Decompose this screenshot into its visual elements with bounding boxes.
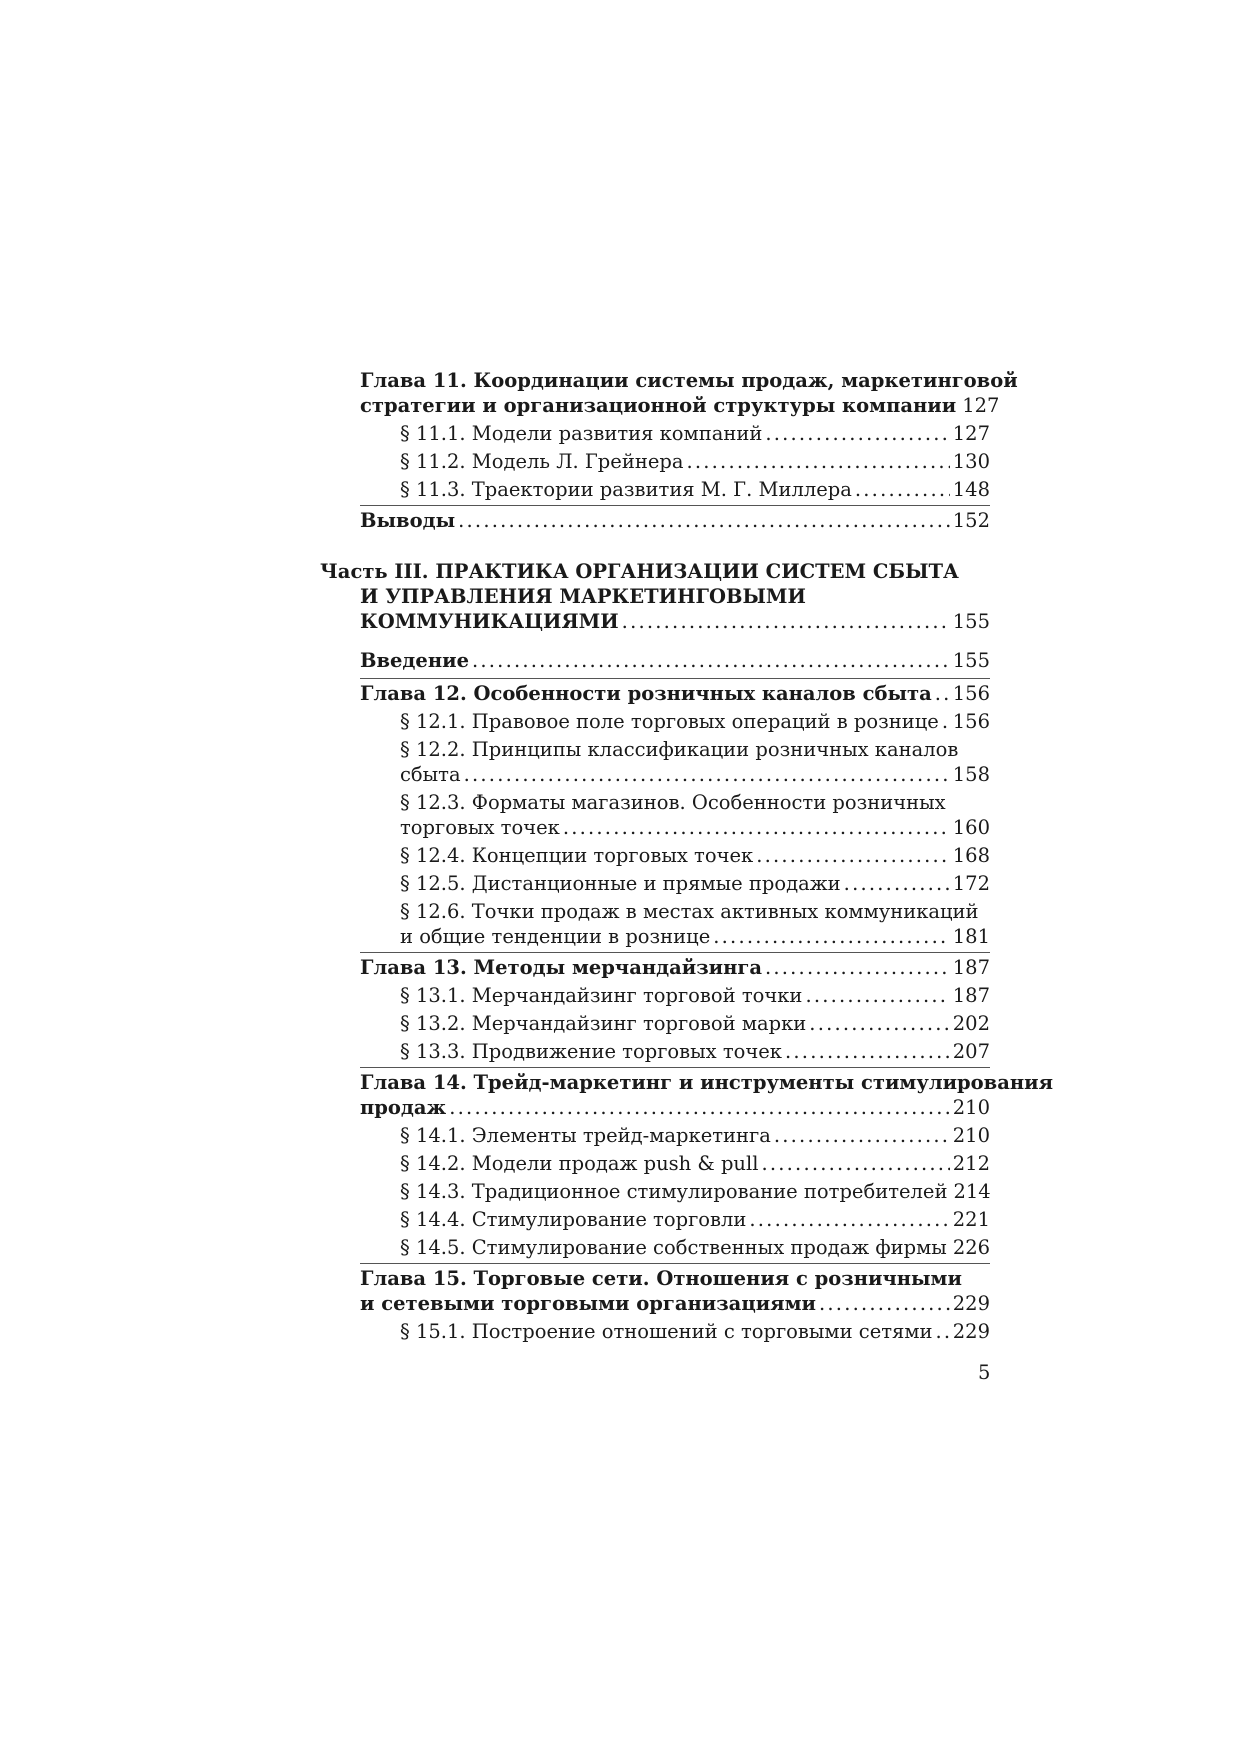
dot-leader — [449, 1095, 950, 1120]
toc-section-14-4[interactable] — [400, 1207, 990, 1232]
dot-leader — [942, 709, 950, 734]
toc-entry-title: § 14.1. Элементы трейд-маркетинга — [400, 1124, 771, 1147]
dot-leader — [855, 477, 950, 502]
toc-section-11-2[interactable] — [400, 449, 990, 474]
dot-leader — [809, 1011, 949, 1036]
toc-page-number: 202 — [952, 1012, 990, 1035]
toc-section-12-2[interactable] — [400, 737, 990, 787]
toc-section-13-2[interactable] — [400, 1011, 990, 1036]
toc-entry-title: Глава 14. Трейд-маркетинг и инструменты стимулирования — [360, 1071, 1054, 1094]
toc-entry-title: § 12.4. Концепции торговых точек — [400, 844, 754, 867]
toc-entry-title: КОММУНИКАЦИЯМИ — [360, 610, 619, 633]
toc-entry-title: § 12.5. Дистанционные и прямые продажи — [400, 872, 841, 895]
toc-page-number: 156 — [952, 710, 990, 733]
toc-entry-title: § 13.3. Продвижение торговых точек — [400, 1040, 782, 1063]
toc-entry-title: Глава 12. Особенности розничных каналов сбыта — [360, 682, 932, 705]
toc-chapter-13[interactable] — [360, 952, 990, 980]
toc-entry-title: § 14.3. Традиционное стимулирование потребителей — [400, 1180, 948, 1203]
toc-entry-title: стратегии и организационной структуры компании — [360, 394, 957, 417]
toc-entry-title: § 11.1. Модели развития компаний — [400, 422, 763, 445]
toc-page-number: 187 — [952, 984, 990, 1007]
toc-page-number: 214 — [953, 1180, 991, 1203]
toc-section-13-3[interactable] — [400, 1039, 990, 1064]
dot-leader — [756, 843, 950, 868]
dot-leader — [765, 421, 949, 446]
toc-entry-title: Глава 13. Методы мерчандайзинга — [360, 956, 762, 979]
toc-entry-title: и общие тенденции в рознице — [400, 925, 711, 948]
toc-part-3[interactable] — [320, 559, 990, 634]
dot-leader — [563, 815, 950, 840]
toc-page-number: 155 — [952, 610, 990, 633]
dot-leader — [686, 449, 949, 474]
toc-entry-title: Введение — [360, 649, 469, 672]
toc-page-number: 168 — [952, 844, 990, 867]
toc-chapter-12[interactable] — [360, 678, 990, 706]
toc-section-11-3[interactable] — [400, 477, 990, 502]
table-of-contents — [320, 368, 1054, 1344]
toc-entry-title: Выводы — [360, 509, 456, 532]
dot-leader — [464, 762, 950, 787]
toc-page-number: 148 — [952, 478, 990, 501]
toc-page-number: 172 — [952, 872, 990, 895]
toc-page-number: 158 — [952, 763, 990, 786]
toc-section-12-4[interactable] — [400, 843, 990, 868]
dot-leader — [458, 508, 950, 533]
toc-section-14-5[interactable] — [400, 1235, 990, 1260]
toc-entry-title: И УПРАВЛЕНИЯ МАРКЕТИНГОВЫМИ — [360, 585, 806, 608]
toc-page-number: 181 — [952, 925, 990, 948]
toc-entry-title: § 14.4. Стимулирование торговли — [400, 1208, 747, 1231]
toc-section-12-3[interactable] — [400, 790, 990, 840]
toc-entry-title: Часть III. ПРАКТИКА ОРГАНИЗАЦИИ СИСТЕМ СБЫТА — [320, 560, 959, 583]
dot-leader — [713, 924, 950, 949]
toc-page-number: 229 — [952, 1292, 990, 1315]
toc-section-12-5[interactable] — [400, 871, 990, 896]
toc-page-number: 152 — [952, 509, 990, 532]
toc-page-number: 221 — [952, 1208, 990, 1231]
toc-page-number: 210 — [952, 1096, 990, 1119]
toc-entry-title: продаж — [360, 1096, 447, 1119]
page-number: 5 — [978, 1361, 991, 1384]
toc-page-number: 212 — [952, 1152, 990, 1175]
dot-leader — [761, 1151, 949, 1176]
toc-page-number: 155 — [952, 649, 990, 672]
toc-entry-title: сбыта — [400, 763, 461, 786]
toc-page-number: 127 — [962, 394, 1000, 417]
toc-page-number: 210 — [952, 1124, 990, 1147]
toc-section-11-1[interactable] — [400, 421, 990, 446]
toc-chapter-14[interactable] — [360, 1067, 1054, 1120]
dot-leader — [765, 955, 950, 980]
toc-entry-title: § 14.2. Модели продаж push & pull — [400, 1152, 759, 1175]
toc-section-12-1[interactable] — [400, 709, 990, 734]
toc-section-14-3[interactable] — [400, 1179, 990, 1204]
toc-entry-title: и сетевыми торговыми организациями — [360, 1292, 816, 1315]
toc-page-number: 229 — [952, 1320, 990, 1343]
toc-entry-title: § 13.1. Мерчандайзинг торговой точки — [400, 984, 803, 1007]
toc-page-number: 127 — [952, 422, 990, 445]
toc-conclusions[interactable] — [360, 505, 990, 533]
toc-page-number: 187 — [952, 956, 990, 979]
dot-leader — [935, 681, 950, 706]
toc-section-13-1[interactable] — [400, 983, 990, 1008]
toc-entry-title: § 11.3. Траектории развития М. Г. Миллера — [400, 478, 852, 501]
toc-entry-title: § 12.2. Принципы классификации розничных каналов — [400, 738, 959, 761]
toc-entry-title: § 14.5. Стимулирование собственных продаж фирмы — [400, 1236, 947, 1259]
toc-chapter-11[interactable] — [360, 368, 1018, 418]
toc-page-number: 160 — [952, 816, 990, 839]
toc-page-number: 156 — [952, 682, 990, 705]
toc-entry-title: § 15.1. Построение отношений с торговыми сетями — [400, 1320, 933, 1343]
dot-leader — [844, 871, 950, 896]
dot-leader — [622, 609, 950, 634]
toc-page-number: 226 — [952, 1236, 991, 1259]
dot-leader — [936, 1319, 950, 1344]
dot-leader — [805, 983, 949, 1008]
dot-leader — [785, 1039, 950, 1064]
dot-leader — [819, 1291, 950, 1316]
toc-section-14-1[interactable] — [400, 1123, 990, 1148]
toc-entry-title: Глава 15. Торговые сети. Отношения с розничными — [360, 1267, 962, 1290]
toc-page-number: 130 — [952, 450, 990, 473]
toc-section-15-1[interactable] — [400, 1319, 990, 1344]
toc-section-14-2[interactable] — [400, 1151, 990, 1176]
toc-entry-title: § 13.2. Мерчандайзинг торговой марки — [400, 1012, 807, 1035]
toc-entry-title: торговых точек — [400, 816, 560, 839]
toc-entry-title: Глава 11. Координации системы продаж, маркетинговой — [360, 369, 1018, 392]
toc-introduction[interactable] — [360, 648, 990, 673]
dot-leader — [472, 648, 950, 673]
toc-entry-title: § 12.6. Точки продаж в местах активных коммуникаций — [400, 900, 979, 923]
dot-leader — [774, 1123, 950, 1148]
toc-section-12-6[interactable] — [400, 899, 990, 949]
toc-page-number: 207 — [952, 1040, 990, 1063]
toc-entry-title: § 12.1. Правовое поле торговых операций в рознице — [400, 710, 939, 733]
toc-entry-title: § 11.2. Модель Л. Грейнера — [400, 450, 684, 473]
toc-entry-title: § 12.3. Форматы магазинов. Особенности розничных — [400, 791, 946, 814]
toc-chapter-15[interactable] — [360, 1263, 990, 1316]
dot-leader — [749, 1207, 949, 1232]
